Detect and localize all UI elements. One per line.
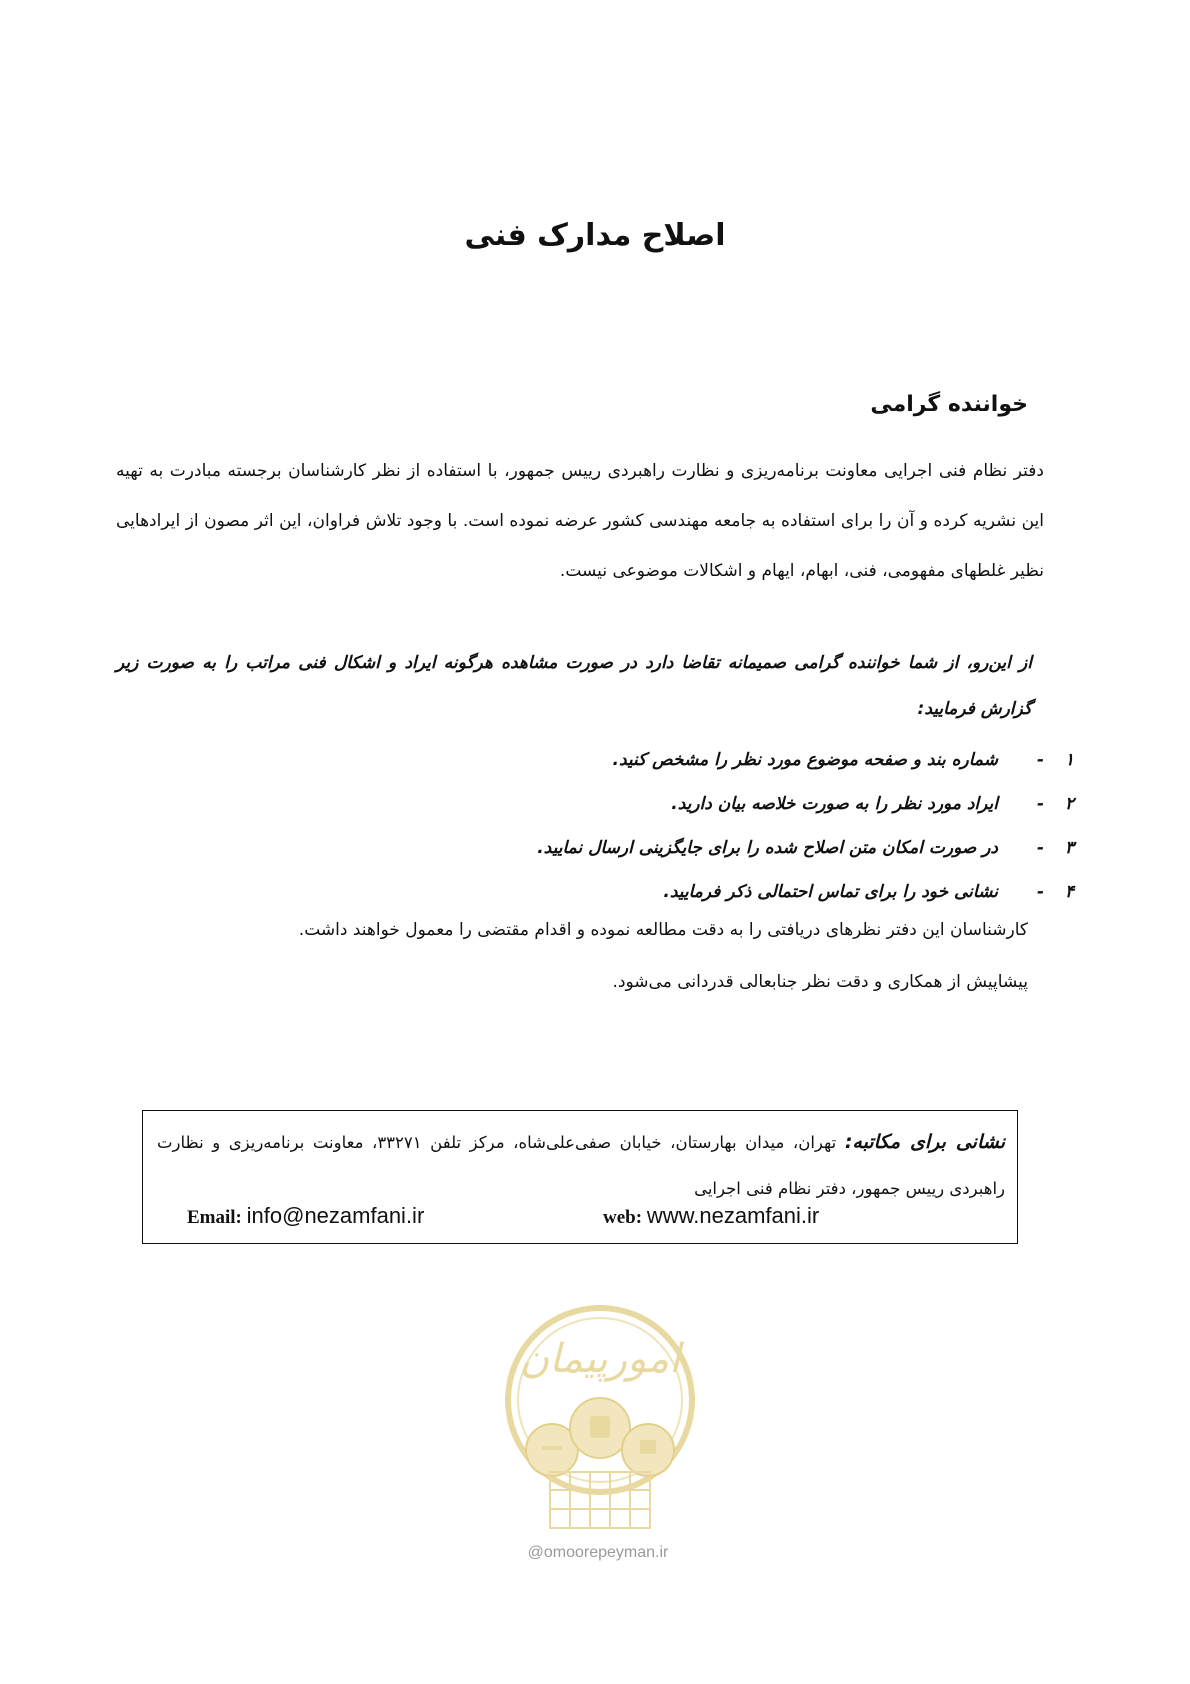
closing-line-2: پیشاپیش از همکاری و دقت نظر جنابعالی قدردانی می‌شود. [612,972,1028,992]
email-contact [187,1203,424,1229]
web-label: web: [603,1207,643,1228]
web-link[interactable]: www.nezamfani.ir [646,1203,820,1228]
page-title: اصلاح مدارک فنی [464,218,726,253]
contact-row [143,1203,1019,1239]
address-label: نشانی برای مکاتبه: [844,1131,1005,1153]
list-item-dash: - [1036,882,1044,902]
watermark-logo-icon [490,1300,710,1540]
list-item-number: ۴ [1064,882,1074,902]
closing-line-1: کارشناسان این دفتر نظرهای دریافتی را به دقت مطالعه نموده و اقدام مقتضی را معمول خواهند داشت. [298,920,1028,940]
list-item-dash: - [1036,838,1044,858]
intro-paragraph: دفتر نظام فنی اجرایی معاونت برنامه‌ریزی و نظارت راهبردی رییس جمهور، با استفاده از نظر کارشناسان برجسته مبادرت به تهیه این نشریه کرده و آن را برای استفاده به جامعه مهندسی کشور عرضه نموده است. با وجود تلاش فراوان، این اثر مصون از ایرادهایی نظیر غلطهای مفهومی، فنی، ابهام، ایهام و اشکالات موضوعی نیست. [116,461,1044,581]
email-label: Email: [187,1207,242,1228]
list-item-dash: - [1036,794,1044,814]
address-text [157,1119,1005,1212]
list-item-number: ۳ [1064,838,1074,858]
web-contact [603,1203,819,1229]
watermark-url: @omoorepeyman.ir [527,1544,669,1561]
request-paragraph: از این‌رو، از شما خواننده گرامی صمیمانه تقاضا دارد در صورت مشاهده هرگونه ایراد و اشکال فنی مراتب را به صورت زیر گزارش فرمایید: [116,653,1032,719]
instruction-list [274,738,1074,914]
email-link[interactable]: info@nezamfani.ir [246,1203,425,1228]
closing-section [208,904,1028,1008]
address-value: تهران، میدان بهارستان، خیابان صفی‌علی‌شاه، مرکز تلفن ۳۳۲۷۱، معاونت برنامه‌ریزی و نظارت راهبردی رییس جمهور، دفتر نظام فنی اجرایی [157,1133,1005,1198]
list-item-number: ۲ [1064,794,1074,814]
list-item-text: در صورت امکان متن اصلاح شده را برای جایگزینی ارسال نمایید. [537,838,998,858]
greeting-heading: خواننده گرامی [870,392,1028,417]
list-item-text: ایراد مورد نظر را به صورت خلاصه بیان دارید. [671,794,998,814]
svg-text:امورپیمان: امورپیمان [519,1336,681,1382]
list-item [274,782,1074,826]
list-item-text: نشانی خود را برای تماس احتمالی ذکر فرمایید. [663,882,998,902]
list-item-number: ۱ [1064,750,1074,770]
list-item-text: شماره بند و صفحه موضوع مورد نظر را مشخص کنید. [612,750,998,770]
list-item [274,738,1074,782]
list-item [274,826,1074,870]
list-item-dash: - [1036,750,1044,770]
address-box [142,1110,1018,1244]
